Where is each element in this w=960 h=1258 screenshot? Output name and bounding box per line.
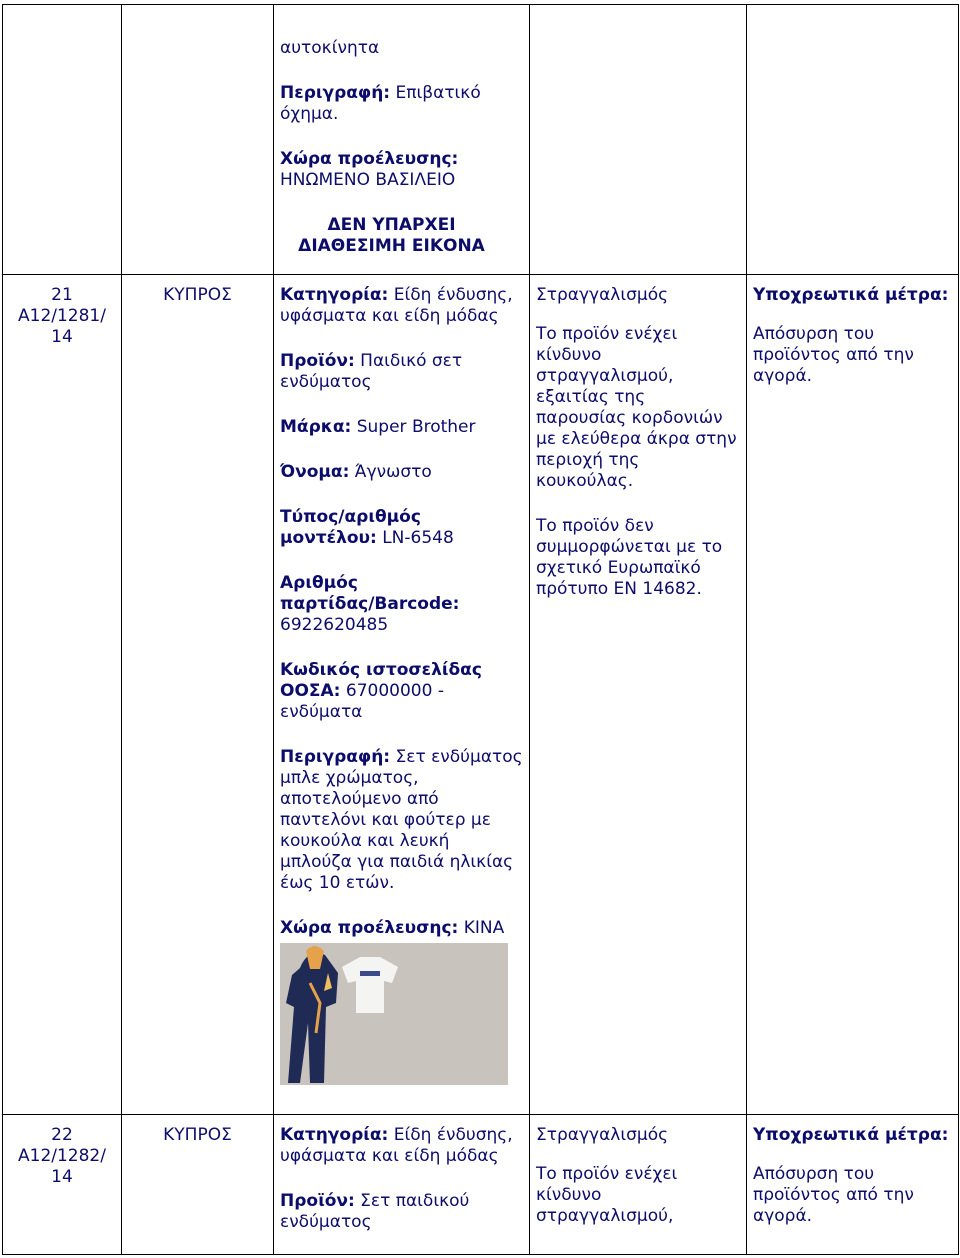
measures-value: Απόσυρση του προϊόντος από την αγορά.	[753, 1164, 914, 1226]
name: Όνομα: Άγνωστο	[280, 462, 432, 482]
risk-description: Το προϊόν ενέχει κίνδυνο στραγγαλισμού, εξαιτίας της παρουσίας κορδονιών με ελεύθερα άκρα στην περιοχή της κουκούλας.	[536, 324, 737, 491]
country: ΚΥΠΡΟΣ	[163, 285, 232, 305]
risk-type: Στραγγαλισμός	[536, 285, 669, 305]
country: ΚΥΠΡΟΣ	[163, 1125, 232, 1145]
product: Προϊόν: Σετ παιδικού ενδύματος	[280, 1191, 470, 1232]
measures-label: Υποχρεωτικά μέτρα:	[753, 1125, 949, 1145]
risk-type: Στραγγαλισμός	[536, 1125, 669, 1145]
oecd-code: Κωδικός ιστοσελίδας ΟΟΣΑ: 67000000 - ενδύματα	[280, 660, 482, 722]
table-row-21	[3, 275, 959, 1115]
origin-label: Χώρα προέλευσης:	[280, 149, 459, 169]
product-photo	[280, 943, 508, 1085]
category: Κατηγορία: Είδη ένδυσης, υφάσματα και είδη μόδας	[280, 1125, 513, 1166]
product: Προϊόν: Παιδικό σετ ενδύματος	[280, 351, 463, 392]
notification-number: 21 A12/1281/ 14	[18, 285, 106, 347]
batch-barcode: Αριθμός παρτίδας/Barcode: 6922620485	[280, 573, 460, 635]
brand: Μάρκα: Super Brother	[280, 417, 476, 437]
no-image-notice: ΔΕΝ ΥΠΑΡΧΕΙ ΔΙΑΘΕΣΙΜΗ ΕΙΚΟΝΑ	[298, 215, 485, 256]
category-continuation: αυτοκίνητα	[280, 38, 380, 58]
model: Τύπος/αριθμός μοντέλου: LN-6548	[280, 507, 454, 548]
description: Περιγραφή: Επιβατικό όχημα.	[280, 83, 481, 124]
category: Κατηγορία: Είδη ένδυσης, υφάσματα και είδη μόδας	[280, 285, 513, 326]
description: Περιγραφή: Σετ ενδύματος μπλε χρώματος, αποτελούμενο από παντελόνι και φούτερ με κουκούλα και λευκή μπλούζα για παιδιά ηλικίας έως 10 ετών.	[280, 747, 523, 893]
measures-value: Απόσυρση του προϊόντος από την αγορά.	[753, 324, 914, 386]
origin-value: ΗΝΩΜΕΝΟ ΒΑΣΙΛΕΙΟ	[280, 170, 456, 190]
risk-description: Το προϊόν ενέχει κίνδυνο στραγγαλισμού,	[536, 1164, 678, 1226]
table-row-continued	[3, 5, 959, 275]
measures-label: Υποχρεωτικά μέτρα:	[753, 285, 949, 305]
origin: Χώρα προέλευσης: ΚΙΝΑ	[280, 918, 505, 938]
notification-number: 22 A12/1282/ 14	[18, 1125, 106, 1187]
compliance-note: Το προϊόν δεν συμμορφώνεται με το σχετικό Ευρωπαϊκό πρότυπο EN 14682.	[536, 516, 723, 599]
table-row-22	[3, 1115, 959, 1255]
recalls-table	[2, 4, 959, 1255]
